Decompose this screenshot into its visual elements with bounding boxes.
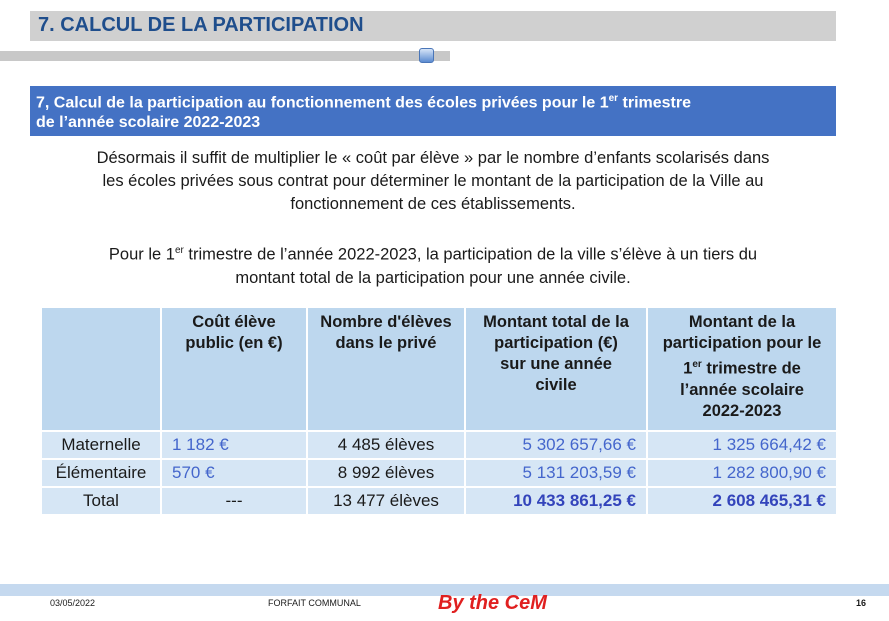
row-label: Total — [41, 487, 161, 515]
row-label: Maternelle — [41, 431, 161, 459]
row-count: 4 485 élèves — [307, 431, 465, 459]
paragraph-intro — [30, 147, 836, 216]
row-annual: 5 302 657,66 € — [465, 431, 647, 459]
header-count-line1: Nombre d'élèves — [320, 313, 452, 331]
section-heading-suffix: trimestre — [618, 94, 691, 112]
header-cost-line2: public (en €) — [185, 334, 283, 352]
header-quarter — [647, 307, 837, 431]
header-cost — [161, 307, 307, 431]
section-heading-sup: er — [608, 93, 619, 104]
header-cost-line1: Coût élève — [192, 313, 276, 331]
row-cost: 570 € — [161, 459, 307, 487]
header-annual-line2: participation (€) — [494, 334, 618, 352]
header-quarter-line2: participation pour le — [662, 334, 822, 352]
paragraph-intro-line3: fonctionnement de ces établissements. — [290, 195, 576, 213]
paragraph-intro-line1: Désormais il suffit de multiplier le « coût par élève » par le nombre d’enfants scolarisés dans — [96, 149, 770, 167]
divider — [0, 51, 450, 61]
paragraph-intro-line2: les écoles privées sous contrat pour déterminer le montant de la participation de la Ville au — [102, 172, 764, 190]
header-empty — [41, 307, 161, 431]
footer-brand: By the CeM — [438, 592, 547, 614]
paragraph-quarter-line2: montant total de la participation pour une année civile. — [235, 268, 631, 287]
header-count-line2: dans le privé — [335, 334, 437, 352]
header-quarter-line1: Montant de la — [688, 313, 796, 331]
header-quarter-line3-sup: er — [692, 359, 702, 370]
table-row — [41, 459, 837, 487]
paragraph-quarter — [30, 239, 836, 290]
row-annual: 5 131 203,59 € — [465, 459, 647, 487]
row-label: Élémentaire — [41, 459, 161, 487]
table-row-total — [41, 487, 837, 515]
page-number: 16 — [856, 598, 867, 608]
table-header-row — [41, 307, 837, 431]
participation-table — [40, 306, 838, 516]
header-annual — [465, 307, 647, 431]
row-cost: 1 182 € — [161, 431, 307, 459]
row-cost: --- — [161, 487, 307, 515]
header-quarter-line5: 2022-2023 — [702, 401, 782, 420]
paragraph-quarter-sup: er — [174, 245, 184, 256]
title-bar — [30, 11, 836, 41]
section-heading-line2: de l’année scolaire 2022-2023 — [36, 114, 261, 132]
row-count: 8 992 élèves — [307, 459, 465, 487]
header-quarter-line3-suffix: trimestre de — [701, 359, 801, 378]
slider-knob-icon — [419, 48, 434, 63]
footer-name: FORFAIT COMMUNAL — [268, 598, 361, 608]
header-quarter-line3-prefix: 1 — [683, 359, 693, 378]
row-quarter: 1 282 800,90 € — [647, 459, 837, 487]
paragraph-quarter-suffix: trimestre de l’année 2022-2023, la participation de la ville s’élève à un tiers du — [183, 245, 758, 264]
paragraph-quarter-prefix: Pour le 1 — [108, 245, 175, 264]
section-heading — [30, 86, 836, 136]
table-row — [41, 431, 837, 459]
row-quarter: 2 608 465,31 € — [647, 487, 837, 515]
header-annual-line1: Montant total de la — [483, 313, 629, 331]
header-annual-line4: civile — [535, 376, 577, 394]
row-count: 13 477 élèves — [307, 487, 465, 515]
row-annual: 10 433 861,25 € — [465, 487, 647, 515]
row-quarter: 1 325 664,42 € — [647, 431, 837, 459]
header-count — [307, 307, 465, 431]
section-heading-text: 7, Calcul de la participation au fonctionnement des écoles privées pour le 1 — [36, 94, 609, 112]
slide-title: 7. CALCUL DE LA PARTICIPATION — [38, 14, 364, 36]
footer-date: 03/05/2022 — [50, 598, 96, 608]
header-annual-line3: sur une année — [500, 355, 612, 373]
header-quarter-line4: l’année scolaire — [680, 380, 804, 399]
